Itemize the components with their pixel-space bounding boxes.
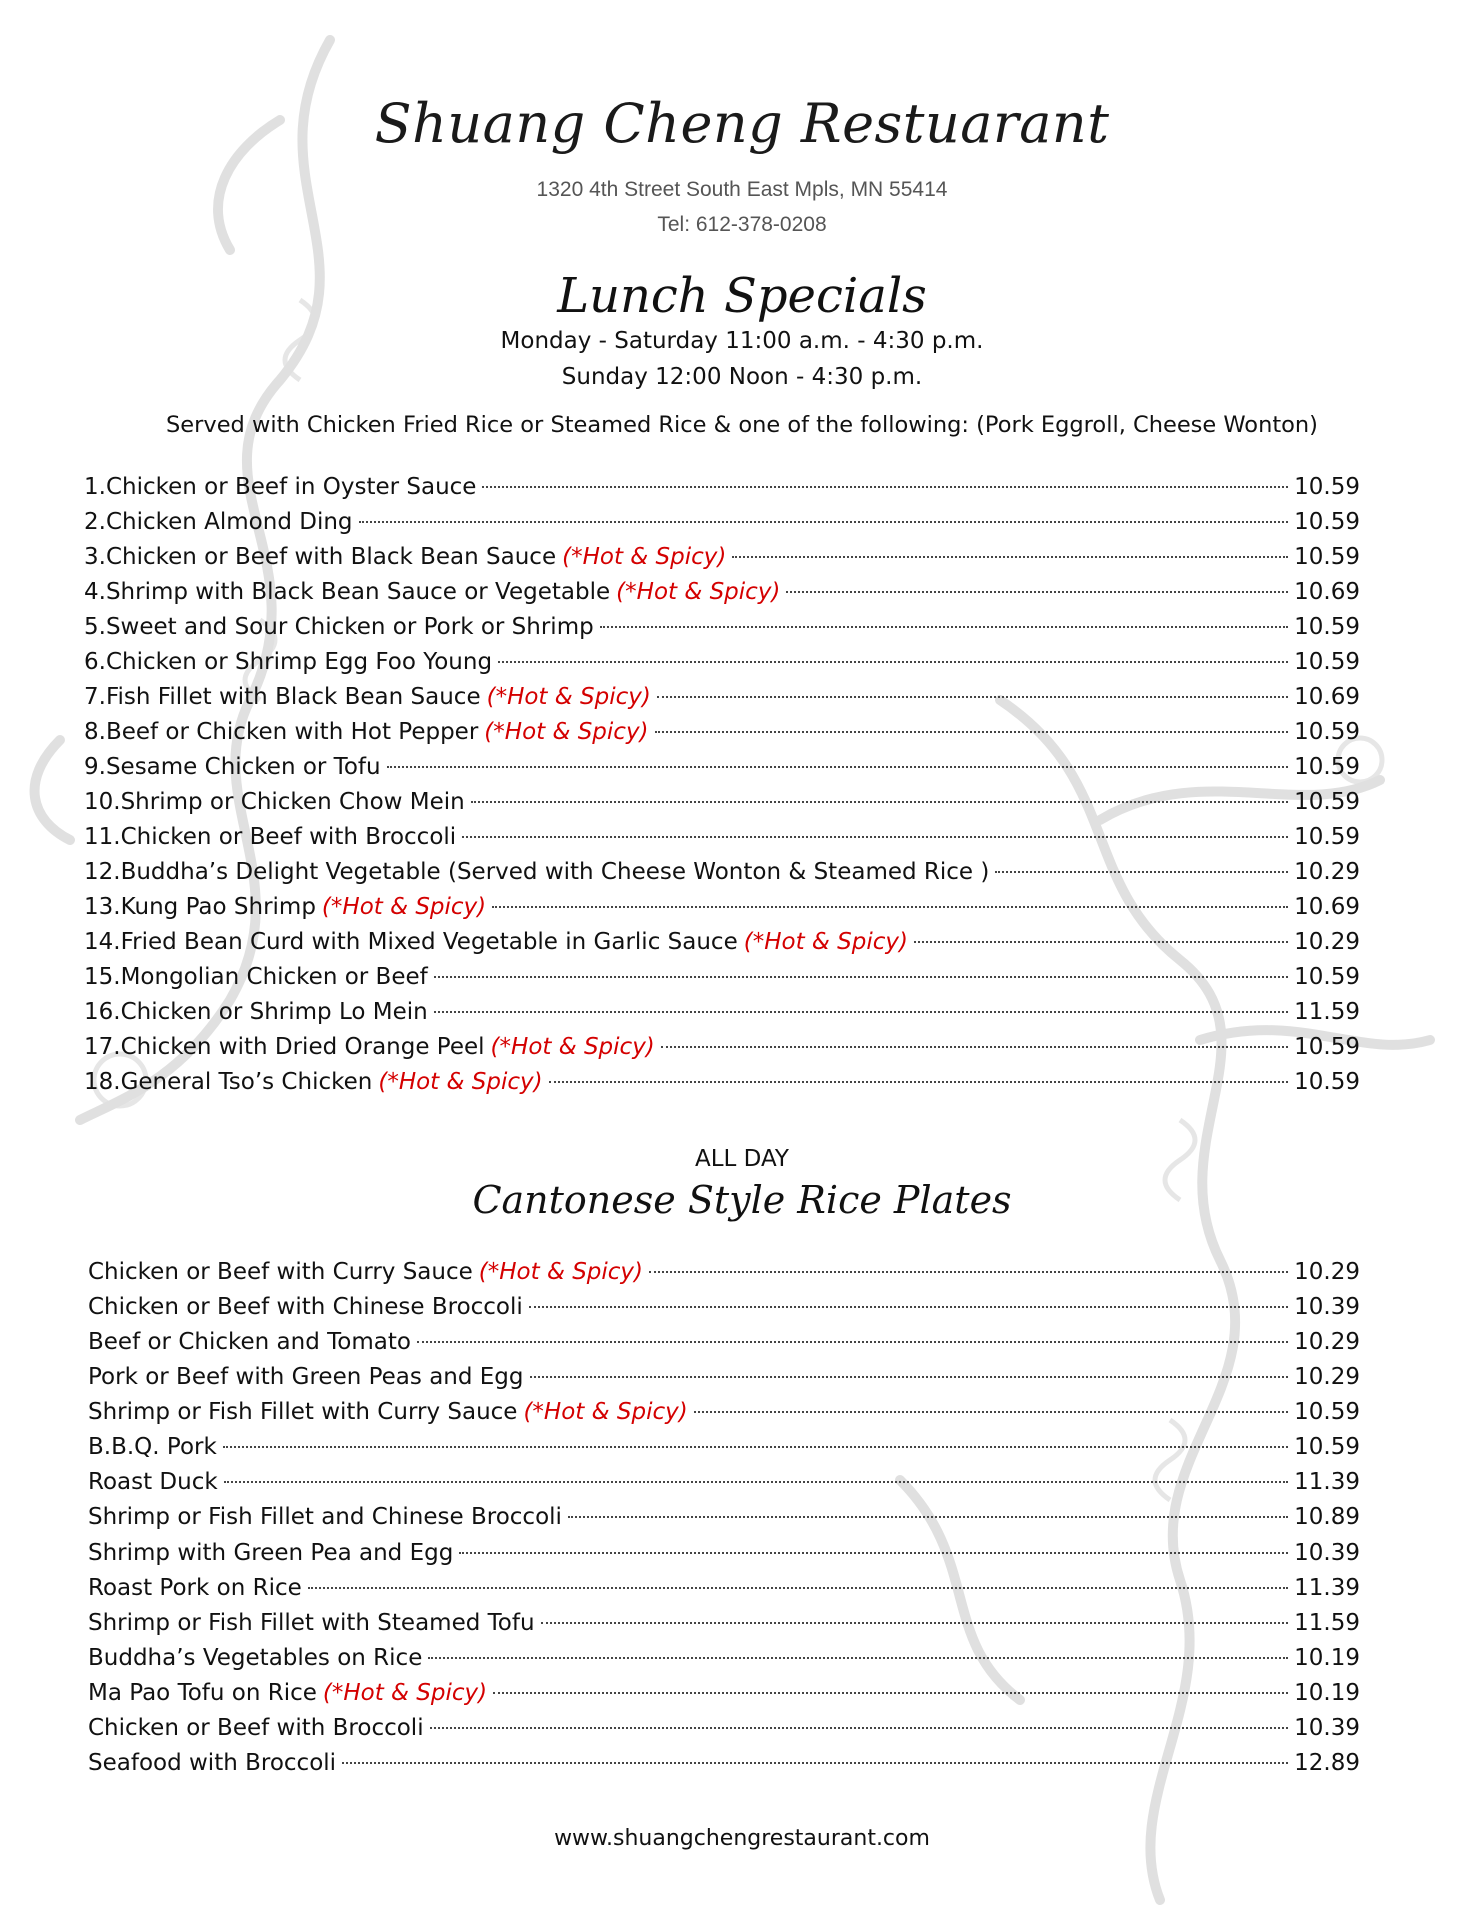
menu-item	[84, 509, 1360, 543]
menu-item-price: 10.59	[1294, 824, 1360, 850]
menu-item-name: 4.Shrimp with Black Bean Sauce or Vegetable	[84, 579, 611, 605]
menu-item-name: Shrimp or Fish Fillet with Steamed Tofu	[88, 1610, 535, 1636]
menu-item	[84, 544, 1360, 578]
menu-item-price: 10.59	[1294, 719, 1360, 745]
menu-item-price: 11.39	[1294, 1469, 1360, 1495]
spicy-label: (*Hot & Spicy)	[743, 929, 908, 955]
website-url: www.shuangchengrestaurant.com	[554, 1826, 930, 1851]
menu-item-name: 10.Shrimp or Chicken Chow Mein	[84, 789, 465, 815]
menu-item	[84, 789, 1360, 823]
menu-item-price: 10.59	[1294, 614, 1360, 640]
dot-leader	[387, 766, 1289, 768]
menu-item-name: 12.Buddha’s Delight Vegetable (Served with Cheese Wonton & Steamed Rice )	[84, 859, 990, 885]
dot-leader	[995, 871, 1288, 873]
menu-item-name: 17.Chicken with Dried Orange Peel	[84, 1034, 485, 1060]
menu-item	[84, 474, 1360, 508]
dot-leader	[649, 1271, 1288, 1273]
menu-item-name: Shrimp with Green Pea and Egg	[88, 1540, 454, 1566]
hours-sunday: Sunday 12:00 Noon - 4:30 p.m.	[561, 364, 923, 390]
menu-item-name: Roast Pork on Rice	[88, 1575, 302, 1601]
menu-item-name: 15.Mongolian Chicken or Beef	[84, 964, 428, 990]
dot-leader	[471, 801, 1288, 803]
dot-leader	[549, 1081, 1289, 1083]
menu-item-price: 10.69	[1294, 894, 1360, 920]
menu-item	[84, 999, 1360, 1033]
menu-item	[84, 754, 1360, 788]
menu-item-name: 5.Sweet and Sour Chicken or Pork or Shrimp	[84, 614, 594, 640]
dot-leader	[434, 1011, 1288, 1013]
dot-leader	[342, 1762, 1288, 1764]
menu-item	[84, 894, 1360, 928]
dot-leader	[568, 1516, 1288, 1518]
spicy-label: (*Hot & Spicy)	[616, 579, 781, 605]
dot-leader	[224, 1481, 1288, 1483]
menu-item	[84, 579, 1360, 613]
menu-item-price: 10.29	[1294, 1329, 1360, 1355]
menu-item-price: 10.59	[1294, 964, 1360, 990]
menu-item-name: Chicken or Beef with Broccoli	[88, 1715, 424, 1741]
hours-weekday: Monday - Saturday 11:00 a.m. - 4:30 p.m.	[500, 328, 984, 354]
menu-item-name: 6.Chicken or Shrimp Egg Foo Young	[84, 649, 493, 675]
dot-leader	[694, 1411, 1288, 1413]
menu-item-name: 7.Fish Fillet with Black Bean Sauce	[84, 684, 481, 710]
menu-item	[88, 1750, 1360, 1784]
spicy-label: (*Hot & Spicy)	[478, 1259, 644, 1285]
menu-item-price: 10.59	[1294, 754, 1360, 780]
menu-item	[88, 1715, 1360, 1749]
spicy-label: (*Hot & Spicy)	[523, 1399, 688, 1425]
menu-item-price: 12.89	[1294, 1750, 1360, 1776]
dot-leader	[308, 1587, 1288, 1589]
menu-item	[84, 614, 1360, 648]
spicy-label: (*Hot & Spicy)	[490, 1034, 655, 1060]
spicy-label: (*Hot & Spicy)	[378, 1069, 543, 1095]
dot-leader	[914, 941, 1288, 943]
menu-item-name: Beef or Chicken and Tomato	[88, 1329, 411, 1355]
dot-leader	[498, 661, 1288, 663]
spicy-label: (*Hot & Spicy)	[562, 544, 727, 570]
all-day-label: ALL DAY	[695, 1146, 789, 1172]
menu-item-name: Ma Pao Tofu on Rice	[88, 1680, 317, 1706]
menu-item-name: 1.Chicken or Beef in Oyster Sauce	[84, 474, 477, 500]
menu-item-name: 8.Beef or Chicken with Hot Pepper	[84, 719, 479, 745]
menu-item-name: 3.Chicken or Beef with Black Bean Sauce	[84, 544, 557, 570]
menu-item-price: 11.59	[1294, 1610, 1360, 1636]
menu-item	[84, 1034, 1360, 1068]
dot-leader	[428, 1657, 1288, 1659]
dot-leader	[732, 556, 1288, 558]
menu-item-name: 18.General Tso’s Chicken	[84, 1069, 373, 1095]
menu-item	[88, 1469, 1360, 1503]
menu-item	[88, 1259, 1360, 1293]
spicy-label: (*Hot & Spicy)	[322, 1680, 488, 1706]
menu-item-price: 10.19	[1294, 1680, 1360, 1706]
dot-leader	[529, 1306, 1288, 1308]
dot-leader	[359, 521, 1289, 523]
menu-item	[84, 684, 1360, 718]
menu-item-name: Buddha’s Vegetables on Rice	[88, 1645, 423, 1671]
dot-leader	[462, 836, 1288, 838]
menu-item-price: 10.39	[1294, 1715, 1360, 1741]
dot-leader	[459, 1552, 1288, 1554]
dot-leader	[492, 906, 1288, 908]
menu-item-price: 10.59	[1294, 474, 1360, 500]
menu-item-name: 14.Fried Bean Curd with Mixed Vegetable in Garlic Sauce	[84, 929, 738, 955]
spicy-label: (*Hot & Spicy)	[321, 894, 487, 920]
menu-item	[88, 1364, 1360, 1398]
menu-item	[84, 824, 1360, 858]
menu-item-price: 10.29	[1294, 1364, 1360, 1390]
menu-item-price: 10.59	[1294, 509, 1360, 535]
menu-item-name: 13.Kung Pao Shrimp	[84, 894, 316, 920]
menu-item	[84, 859, 1360, 893]
menu-item-price: 10.29	[1294, 1259, 1360, 1285]
menu-item-price: 10.29	[1294, 859, 1360, 885]
menu-item-name: Chicken or Beef with Chinese Broccoli	[88, 1294, 523, 1320]
menu-item	[88, 1329, 1360, 1363]
menu-item-price: 10.59	[1294, 649, 1360, 675]
menu-item-price: 10.59	[1294, 1034, 1360, 1060]
menu-item-name: 9.Sesame Chicken or Tofu	[84, 754, 381, 780]
dot-leader	[417, 1341, 1288, 1343]
menu-item	[84, 929, 1360, 963]
menu-item	[88, 1504, 1360, 1538]
dot-leader	[600, 626, 1288, 628]
dot-leader	[541, 1622, 1289, 1624]
menu-item	[88, 1399, 1360, 1433]
menu-item-price: 10.19	[1294, 1645, 1360, 1671]
menu-item-price: 11.59	[1294, 999, 1360, 1025]
menu-item	[88, 1680, 1360, 1714]
menu-item-name: Shrimp or Fish Fillet and Chinese Broccoli	[88, 1504, 562, 1530]
restaurant-name: Shuang Cheng Restuarant	[374, 92, 1110, 155]
menu-item-name: Shrimp or Fish Fillet with Curry Sauce	[88, 1399, 518, 1425]
menu-item-name: Seafood with Broccoli	[88, 1750, 337, 1776]
menu-item	[84, 719, 1360, 753]
dot-leader	[493, 1692, 1288, 1694]
menu-item-price: 10.59	[1294, 1069, 1360, 1095]
menu-item-name: 11.Chicken or Beef with Broccoli	[84, 824, 457, 850]
menu-item	[88, 1540, 1360, 1574]
dot-leader	[655, 731, 1289, 733]
menu-item	[84, 964, 1360, 998]
menu-item-price: 10.59	[1294, 1434, 1360, 1460]
served-with-note: Served with Chicken Fried Rice or Steamed Rice & one of the following: (Pork Eggroll, Cheese Wonton)	[166, 412, 1318, 438]
dot-leader	[430, 1727, 1289, 1729]
restaurant-address: 1320 4th Street South East Mpls, MN 55414	[536, 178, 948, 201]
menu-item-price: 10.59	[1294, 544, 1360, 570]
menu-item	[88, 1294, 1360, 1328]
menu-item-price: 10.29	[1294, 929, 1360, 955]
menu-item-price: 10.89	[1294, 1504, 1360, 1530]
dot-leader	[661, 1046, 1288, 1048]
menu-item-price: 11.39	[1294, 1575, 1360, 1601]
menu-item-name: Roast Duck	[88, 1469, 218, 1495]
dot-leader	[482, 486, 1288, 488]
menu-item	[88, 1575, 1360, 1609]
menu-item-price: 10.39	[1294, 1540, 1360, 1566]
spicy-label: (*Hot & Spicy)	[486, 684, 651, 710]
menu-item-price: 10.59	[1294, 1399, 1360, 1425]
menu-item	[88, 1645, 1360, 1679]
dot-leader	[434, 976, 1288, 978]
menu-item	[88, 1434, 1360, 1468]
dot-leader	[786, 591, 1288, 593]
dot-leader	[657, 696, 1288, 698]
menu-item-name: Chicken or Beef with Curry Sauce	[88, 1259, 473, 1285]
menu-item-price: 10.59	[1294, 789, 1360, 815]
menu-item-name: 2.Chicken Almond Ding	[84, 509, 353, 535]
dot-leader	[530, 1376, 1289, 1378]
menu-item-name: Pork or Beef with Green Peas and Egg	[88, 1364, 524, 1390]
lunch-specials-title: Lunch Specials	[557, 268, 927, 324]
menu-item-name: B.B.Q. Pork	[88, 1434, 217, 1460]
rice-plates-title: Cantonese Style Rice Plates	[472, 1178, 1012, 1222]
menu-item-name: 16.Chicken or Shrimp Lo Mein	[84, 999, 428, 1025]
menu-item-price: 10.69	[1294, 684, 1360, 710]
dot-leader	[223, 1446, 1288, 1448]
spicy-label: (*Hot & Spicy)	[484, 719, 649, 745]
menu-item	[84, 1069, 1360, 1103]
menu-item-price: 10.39	[1294, 1294, 1360, 1320]
menu-item	[88, 1610, 1360, 1644]
menu-item	[84, 649, 1360, 683]
menu-item-price: 10.69	[1294, 579, 1360, 605]
restaurant-phone: Tel: 612-378-0208	[657, 213, 827, 236]
